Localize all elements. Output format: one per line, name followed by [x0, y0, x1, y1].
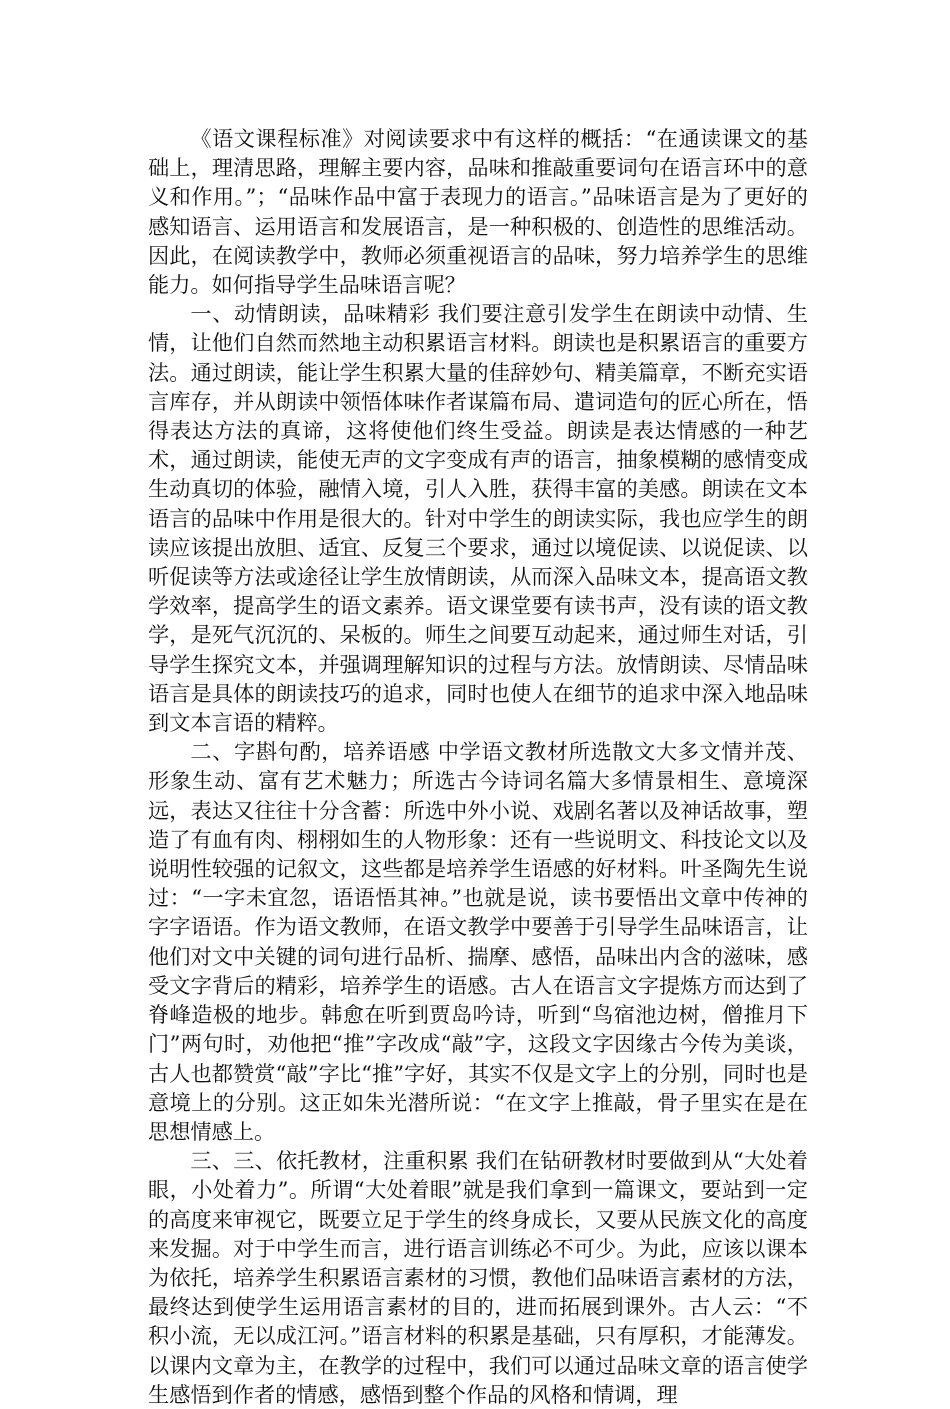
paragraph-section-1: 一、动情朗读，品味精彩 我们要注意引发学生在朗读中动情、生情，让他们自然而然地主动积累语言材料。朗读也是积累语言的重要方法。通过朗读，能让学生积累大量的佳辞妙句、精美篇章，不断充实语言库存，并从朗读中领悟体味作者谋篇布局、遣词造句的匠心所在，悟得表达方法的真谛，这将使他们终生受益。朗读是表达情感的一种艺术，通过朗读，能使无声的文字变成有声的语言，抽象模糊的感情变成生动真切的体验，融情入境，引人入胜，获得丰富的美感。朗读在文本语言的品味中作用是很大的。针对中学生的朗读实际，我也应学生的朗读应该提出放胆、适宜、反复三个要求，通过以境促读、以说促读、以听促读等方法或途径让学生放情朗读，从而深入品味文本，提高语文教学效率，提高学生的语文素养。语文课堂要有读书声，没有读的语文教学，是死气沉沉的、呆板的。师生之间要互动起来，通过师生对话，引导学生探究文本，并强调理解知识的过程与方法。放情朗读、尽情品味语言是具体的朗读技巧的追求，同时也使人在细节的追求中深入地品味到文本言语的精粹。	[148, 301, 808, 736]
paragraph-section-3: 三、三、依托教材，注重积累 我们在钻研教材时要做到从“大处着眼，小处着力”。所谓“大处着眼”就是我们拿到一篇课文，要站到一定的高度来审视它，既要立足于学生的终身成长，又要从民族文化的高度来发掘。对于中学生而言，进行语言训练必不可少。为此，应该以课本为依托，培养学生积累语言素材的习惯，教他们品味语言素材的方法，最终达到使学生运用语言素材的目的，进而拓展到课外。古人云：“不积小流，无以成江河。”语言材料的积累是基础，只有厚积，才能薄发。以课内文章为主，在教学的过程中，我们可以通过品味文章的语言使学生感悟到作者的情感，感悟到整个作品的风格和情调，理	[148, 1148, 808, 1407]
paragraph-intro: 《语文课程标准》对阅读要求中有这样的概括：“在通读课文的基础上，理清思路，理解主要内容，品味和推敲重要词句在语言环中的意义和作用。”；“品味作品中富于表现力的语言。”品味语言是为了更好的感知语言、运用语言和发展语言，是一种积极的、创造性的思维活动。因此，在阅读教学中，教师必须重视语言的品味，努力培养学生的思维能力。如何指导学生品味语言呢？	[148, 126, 808, 298]
paragraph-section-2: 二、字斟句酌，培养语感 中学语文教材所选散文大多文情并茂、形象生动、富有艺术魅力；所选古今诗词名篇大多情景相生、意境深远，表达又往往十分含蓄：所选中外小说、戏剧名著以及神话故事，塑造了有血有肉、栩栩如生的人物形象：还有一些说明文、科技论文以及说明性较强的记叙文，这些都是培养学生语感的好材料。叶圣陶先生说过：“一字未宜忽，语语悟其神。”也就是说，读书要悟出文章中传神的字字语语。作为语文教师，在语文教学中要善于引导学生品味语言，让他们对文中关键的词句进行品析、揣摩、感悟，品味出内含的滋味，感受文字背后的精彩，培养学生的语感。古人在语言文字提炼方而达到了脊峰造极的地步。韩愈在听到贾岛吟诗，听到“鸟宿池边树，僧推月下门”两句时，劝他把“推”字改成“敲”字，这段文字因缘古今传为美谈，古人也都赞赏“敲”字比“推”字好，其实不仅是文字上的分别，同时也是意境上的分别。这正如朱光潜所说：“在文字上推敲，骨子里实在是在思想情感上。	[148, 739, 808, 1144]
document-body	[148, 124, 808, 1409]
